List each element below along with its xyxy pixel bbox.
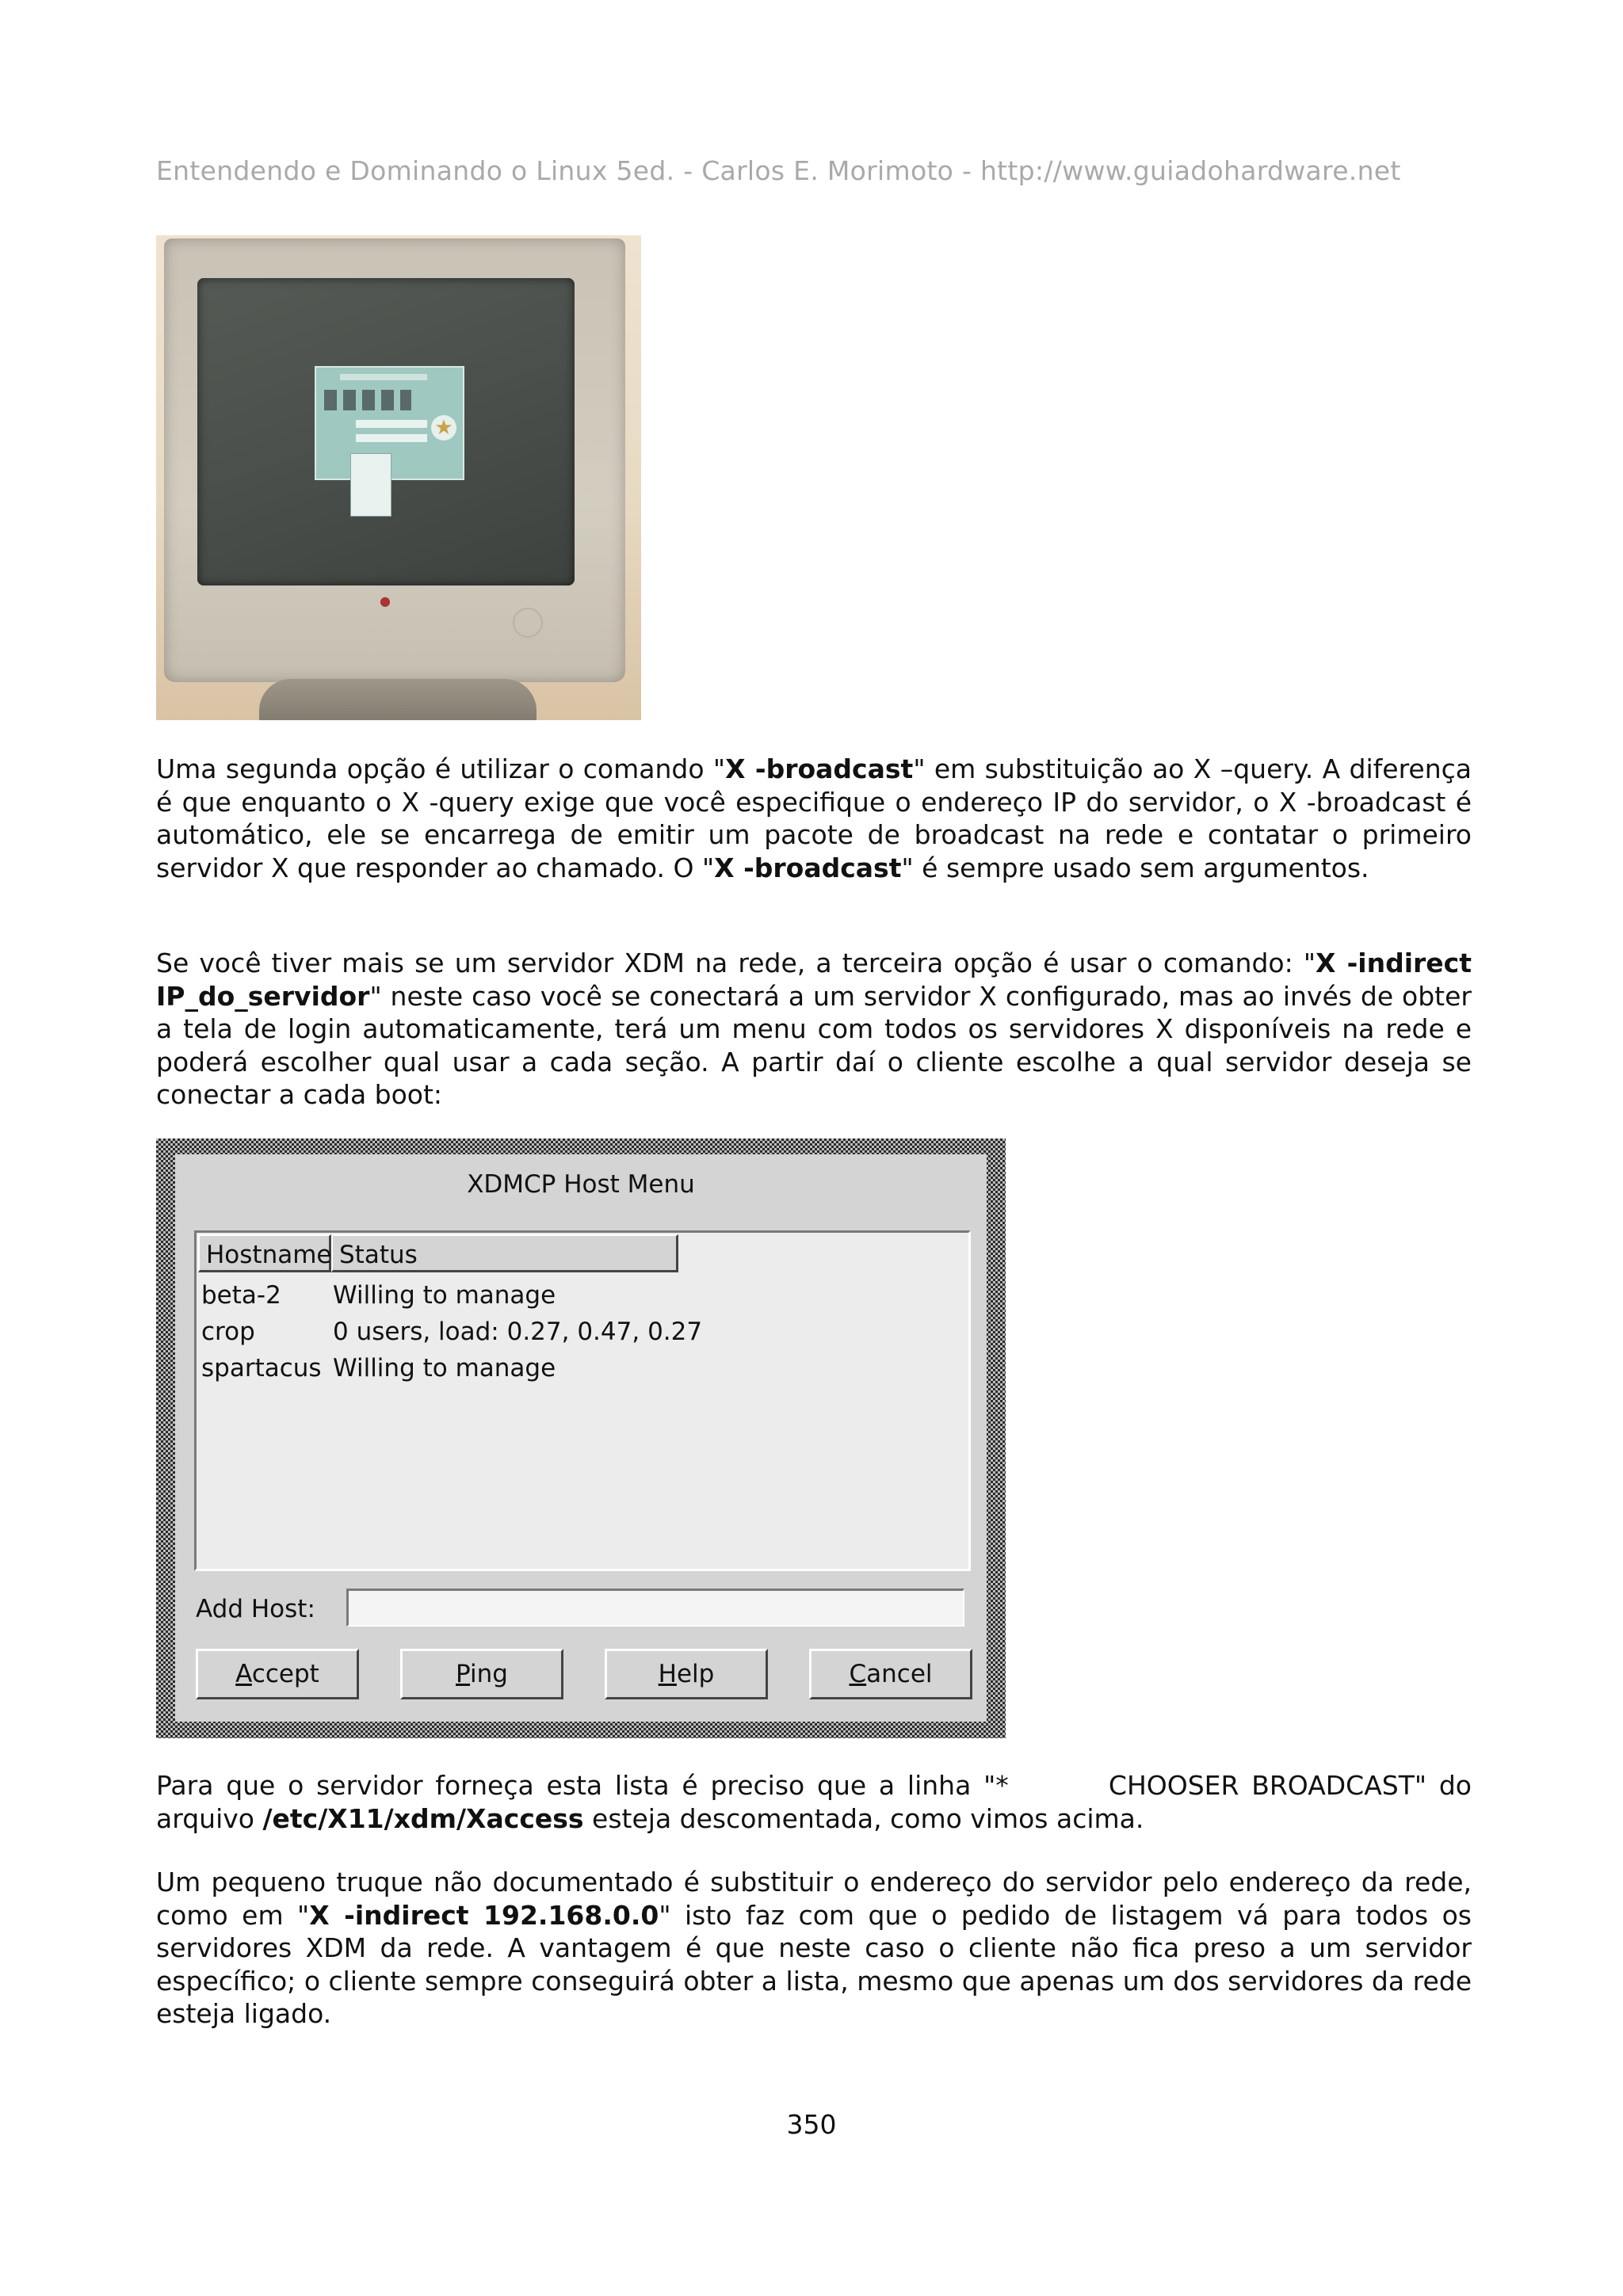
paragraph-indirect: Se você tiver mais se um servidor XDM na rede, a terceira opção é usar o comando: "X -indirect IP_do_servidor" neste caso você se conectará a um servidor X configurado, mas ao invés de obter a tela de login automaticamente, terá um menu com todos os servidores X disponíveis na rede e poderá escolher qual usar a cada seção. A partir daí o cliente escolhe a qual servidor deseja se conectar a cada boot: bbox=[156, 948, 1472, 1110]
paragraph-network-trick: Um pequeno truque não documentado é substituir o endereço do servidor pelo endereço da rede, como em "X -indirect 192.168.0.0" isto faz com que o pedido de listagem vá para todos os servidores XDM da rede. A vantagem é que neste caso o cliente não fica preso a um servidor específico; o cliente sempre conseguirá obter a lista, mesmo que apenas um dos servidores da rede esteja ligado. bbox=[156, 1867, 1472, 2029]
add-host-label: Add Host: bbox=[196, 1595, 315, 1623]
login-field bbox=[356, 420, 427, 428]
host-status: 0 users, load: 0.27, 0.47, 0.27 bbox=[333, 1318, 703, 1346]
paragraph-broadcast: Uma segunda opção é utilizar o comando "X -broadcast" em substituição ao X –query. A diferença é que enquanto o X -query exige que você especifique o endereço IP do servidor, o X -broadcast é automático, ele se encarrega de emitir um pacote de broadcast na rede e contatar o primeiro servidor X que responder ao chamado. O "X -broadcast" é sempre usado sem argumentos. bbox=[156, 753, 1472, 883]
ping-button[interactable]: Ping bbox=[400, 1649, 563, 1699]
page-header: Entendendo e Dominando o Linux 5ed. - Carlos E. Morimoto - http://www.guiadohardware.net bbox=[156, 155, 1401, 186]
session-dropdown-photo bbox=[350, 453, 391, 517]
host-name: beta-2 bbox=[201, 1281, 281, 1310]
monitor-photo bbox=[156, 235, 641, 720]
xdmcp-dialog-screenshot bbox=[156, 1138, 1006, 1738]
page-number: 350 bbox=[786, 2109, 837, 2140]
password-field bbox=[356, 434, 427, 442]
column-status[interactable]: Status bbox=[331, 1234, 678, 1272]
accept-button[interactable]: Accept bbox=[196, 1649, 359, 1699]
login-title-bar bbox=[340, 374, 427, 380]
host-name: crop bbox=[201, 1318, 255, 1346]
monitor-logo: ● bbox=[380, 593, 391, 608]
host-list[interactable] bbox=[194, 1230, 971, 1571]
monitor-stand bbox=[259, 679, 537, 720]
host-status: Willing to manage bbox=[333, 1354, 556, 1383]
user-faces bbox=[324, 390, 411, 410]
cancel-button[interactable]: Cancel bbox=[809, 1649, 972, 1699]
power-button-photo bbox=[513, 608, 543, 638]
column-hostname[interactable]: Hostname bbox=[198, 1234, 331, 1272]
host-status: Willing to manage bbox=[333, 1281, 556, 1310]
dialog-title: XDMCP Host Menu bbox=[467, 1170, 695, 1199]
xdmcp-host-menu bbox=[175, 1154, 987, 1722]
add-host-input[interactable] bbox=[346, 1589, 964, 1627]
host-row[interactable] bbox=[197, 1350, 968, 1386]
help-button[interactable]: Help bbox=[605, 1649, 768, 1699]
star-icon: ★ bbox=[431, 415, 456, 441]
host-row[interactable] bbox=[197, 1314, 968, 1350]
host-name: spartacus bbox=[201, 1354, 322, 1383]
host-row[interactable] bbox=[197, 1277, 968, 1314]
paragraph-xaccess: Para que o servidor forneça esta lista é preciso que a linha "* CHOOSER BROADCAST" do arquivo /etc/X11/xdm/Xaccess esteja descomentada, como vimos acima. bbox=[156, 1770, 1480, 1834]
